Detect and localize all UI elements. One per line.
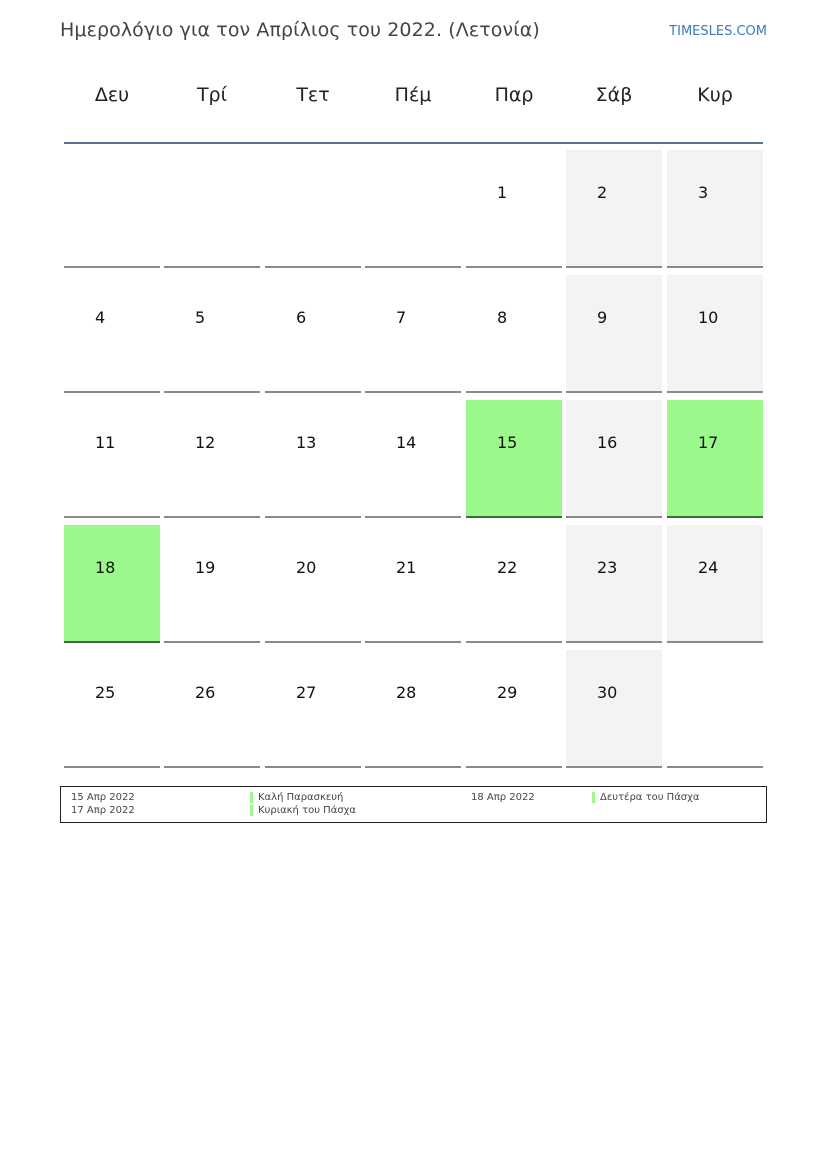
day-cell xyxy=(265,400,361,518)
legend-holiday-name: Καλή Παρασκευή xyxy=(258,792,344,803)
day-cell-empty xyxy=(164,150,260,268)
day-number: 9 xyxy=(597,308,608,327)
day-cell-empty xyxy=(265,150,361,268)
day-cell xyxy=(466,275,562,393)
day-number: 12 xyxy=(195,433,216,452)
day-cell-weekend xyxy=(566,150,662,268)
day-cell-empty xyxy=(365,150,461,268)
day-number: 15 xyxy=(497,433,518,452)
day-cell-weekend xyxy=(667,150,763,268)
day-cell xyxy=(365,400,461,518)
day-cell xyxy=(365,275,461,393)
day-cell xyxy=(466,650,562,768)
day-cell-holiday xyxy=(667,400,763,518)
day-cell xyxy=(365,650,461,768)
calendar-title: Ημερολόγιο για τον Απρίλιος του 2022. (Λετονία) xyxy=(60,19,540,41)
day-cell-holiday xyxy=(466,400,562,518)
legend-color-bar xyxy=(592,792,595,803)
day-cell-empty xyxy=(64,150,160,268)
day-cell xyxy=(164,650,260,768)
weekday-thu: Πέμ xyxy=(394,84,432,106)
day-cell-weekend xyxy=(566,650,662,768)
day-number: 6 xyxy=(296,308,307,327)
legend-color-bar xyxy=(250,805,253,816)
legend-date: 15 Απρ 2022 xyxy=(71,792,135,803)
day-cell xyxy=(164,400,260,518)
legend-date: 17 Απρ 2022 xyxy=(71,805,135,816)
day-cell xyxy=(365,525,461,643)
day-number: 30 xyxy=(597,683,618,702)
weekday-sat: Σάβ xyxy=(595,84,633,106)
brand-link[interactable]: TIMESLES.COM xyxy=(669,24,767,39)
day-cell xyxy=(466,525,562,643)
weekday-tue: Τρί xyxy=(196,84,228,106)
weekday-header xyxy=(62,84,765,124)
day-cell xyxy=(265,525,361,643)
day-number: 17 xyxy=(698,433,719,452)
day-cell-empty xyxy=(667,650,763,768)
day-number: 10 xyxy=(698,308,719,327)
day-number: 14 xyxy=(396,433,417,452)
day-number: 8 xyxy=(497,308,508,327)
day-number: 21 xyxy=(396,558,417,577)
weekday-fri: Παρ xyxy=(494,84,534,106)
day-number: 3 xyxy=(698,183,709,202)
day-cell xyxy=(265,275,361,393)
day-number: 29 xyxy=(497,683,518,702)
day-number: 18 xyxy=(95,558,116,577)
day-number: 25 xyxy=(95,683,116,702)
day-number: 26 xyxy=(195,683,216,702)
day-cell xyxy=(466,150,562,268)
day-cell xyxy=(64,400,160,518)
weekday-mon: Δευ xyxy=(94,84,130,106)
day-cell xyxy=(164,525,260,643)
day-number: 5 xyxy=(195,308,206,327)
day-cell xyxy=(265,650,361,768)
day-cell-weekend xyxy=(566,400,662,518)
day-cell xyxy=(164,275,260,393)
day-cell xyxy=(64,650,160,768)
legend-color-bar xyxy=(250,792,253,803)
day-cell xyxy=(64,275,160,393)
legend-holiday-name: Δευτέρα του Πάσχα xyxy=(600,792,700,803)
weekday-sun: Κυρ xyxy=(697,84,733,106)
day-number: 7 xyxy=(396,308,407,327)
header-divider xyxy=(64,142,763,144)
day-number: 27 xyxy=(296,683,317,702)
day-number: 2 xyxy=(597,183,608,202)
day-number: 23 xyxy=(597,558,618,577)
day-number: 1 xyxy=(497,183,508,202)
day-cell-weekend xyxy=(566,525,662,643)
day-number: 19 xyxy=(195,558,216,577)
day-cell-weekend xyxy=(667,275,763,393)
day-cell-holiday xyxy=(64,525,160,643)
legend-date: 18 Απρ 2022 xyxy=(471,792,535,803)
weekday-wed: Τετ xyxy=(296,84,330,106)
day-cell-weekend xyxy=(667,525,763,643)
day-number: 16 xyxy=(597,433,618,452)
day-number: 24 xyxy=(698,558,719,577)
legend-holiday-name: Κυριακή του Πάσχα xyxy=(258,805,356,816)
day-number: 4 xyxy=(95,308,106,327)
holiday-legend xyxy=(60,786,767,823)
day-cell-weekend xyxy=(566,275,662,393)
day-number: 22 xyxy=(497,558,518,577)
day-number: 28 xyxy=(396,683,417,702)
day-number: 11 xyxy=(95,433,116,452)
day-number: 13 xyxy=(296,433,317,452)
day-number: 20 xyxy=(296,558,317,577)
